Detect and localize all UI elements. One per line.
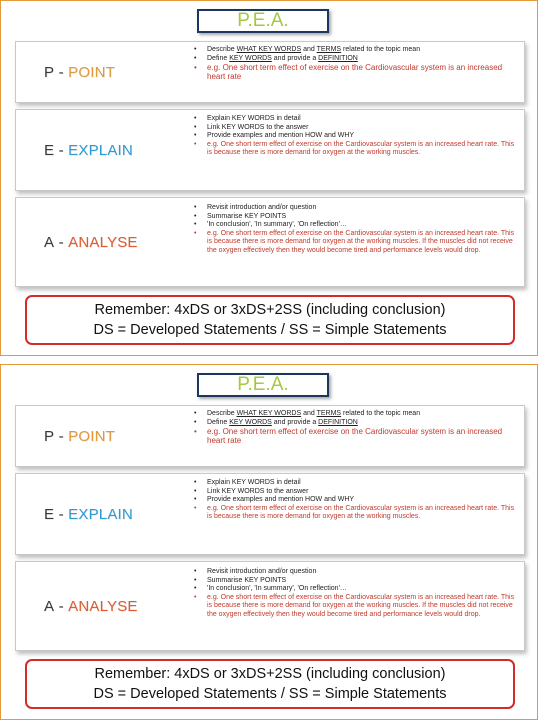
explain-bullets: [192, 115, 520, 158]
point-row: [15, 41, 525, 103]
bullet-item: • Describe WHAT KEY WORDS and TERMS related to the topic mean: [192, 46, 520, 55]
remember-line-2: DS = Developed Statements / SS = Simple Statements: [93, 322, 447, 338]
example-bullet: • e.g. One short term effect of exercise on the Cardiovascular system is an increased heart rate. This is because there is more demand for oxygen at the working muscles.: [192, 505, 520, 522]
point-label: P - POINT: [44, 63, 115, 81]
bullet-item: • Provide examples and mention HOW and WHY: [192, 496, 520, 505]
point-bullets: [192, 410, 520, 445]
explain-row: [15, 473, 525, 555]
bullet-item: • Link KEY WORDS to the answer: [192, 124, 520, 133]
analyse-label: A - ANALYSE: [44, 597, 138, 615]
analyse-bullets: [192, 568, 520, 619]
bullet-item: • Summarise KEY POINTS: [192, 213, 520, 222]
point-label: P - POINT: [44, 427, 115, 445]
bullet-item: • Provide examples and mention HOW and WHY: [192, 132, 520, 141]
pea-panel-top: [0, 0, 538, 356]
remember-line-1: Remember: 4xDS or 3xDS+2SS (including conclusion): [94, 666, 446, 682]
example-bullet: • e.g. One short term effect of exercise on the Cardiovascular system is an increased heart rate. This is because there is more demand for oxygen at the working muscles.: [192, 141, 520, 158]
pea-panel-bottom: [0, 364, 538, 720]
remember-line-2: DS = Developed Statements / SS = Simple Statements: [93, 686, 447, 702]
point-bullets: [192, 46, 520, 81]
explain-label: E - EXPLAIN: [44, 505, 133, 523]
analyse-row: [15, 197, 525, 287]
panel-title: P.E.A.: [197, 373, 329, 397]
example-bullet: • e.g. One short term effect of exercise on the Cardiovascular system is an increased heart rate: [192, 63, 520, 81]
bullet-item: • Explain KEY WORDS in detail: [192, 479, 520, 488]
panel-title: P.E.A.: [197, 9, 329, 33]
remember-box: [25, 659, 515, 709]
bullet-item: • Explain KEY WORDS in detail: [192, 115, 520, 124]
example-bullet: • e.g. One short term effect of exercise on the Cardiovascular system is an increased heart rate. This is because there is more demand for oxygen at the working muscles. If the muscles did not receive the oxygen effectively then they would become tired and performance levels would drop.: [192, 594, 520, 620]
example-bullet: • e.g. One short term effect of exercise on the Cardiovascular system is an increased heart rate: [192, 427, 520, 445]
analyse-bullets: [192, 204, 520, 255]
bullet-item: • Revisit introduction and/or question: [192, 204, 520, 213]
point-row: [15, 405, 525, 467]
bullet-item: • 'In conclusion', 'In summary', 'On reflection'…: [192, 585, 520, 594]
analyse-label: A - ANALYSE: [44, 233, 138, 251]
explain-bullets: [192, 479, 520, 522]
bullet-item: • Revisit introduction and/or question: [192, 568, 520, 577]
bullet-item: • Describe WHAT KEY WORDS and TERMS related to the topic mean: [192, 410, 520, 419]
explain-row: [15, 109, 525, 191]
bullet-item: • Define KEY WORDS and provide a DEFINITION: [192, 55, 520, 64]
analyse-row: [15, 561, 525, 651]
bullet-item: • 'In conclusion', 'In summary', 'On reflection'…: [192, 221, 520, 230]
remember-box: [25, 295, 515, 345]
bullet-item: • Summarise KEY POINTS: [192, 577, 520, 586]
explain-label: E - EXPLAIN: [44, 141, 133, 159]
bullet-item: • Define KEY WORDS and provide a DEFINITION: [192, 419, 520, 428]
example-bullet: • e.g. One short term effect of exercise on the Cardiovascular system is an increased heart rate. This is because there is more demand for oxygen at the working muscles. If the muscles did not receive the oxygen effectively then they would become tired and performance levels would drop.: [192, 230, 520, 256]
bullet-item: • Link KEY WORDS to the answer: [192, 488, 520, 497]
remember-line-1: Remember: 4xDS or 3xDS+2SS (including conclusion): [94, 302, 446, 318]
